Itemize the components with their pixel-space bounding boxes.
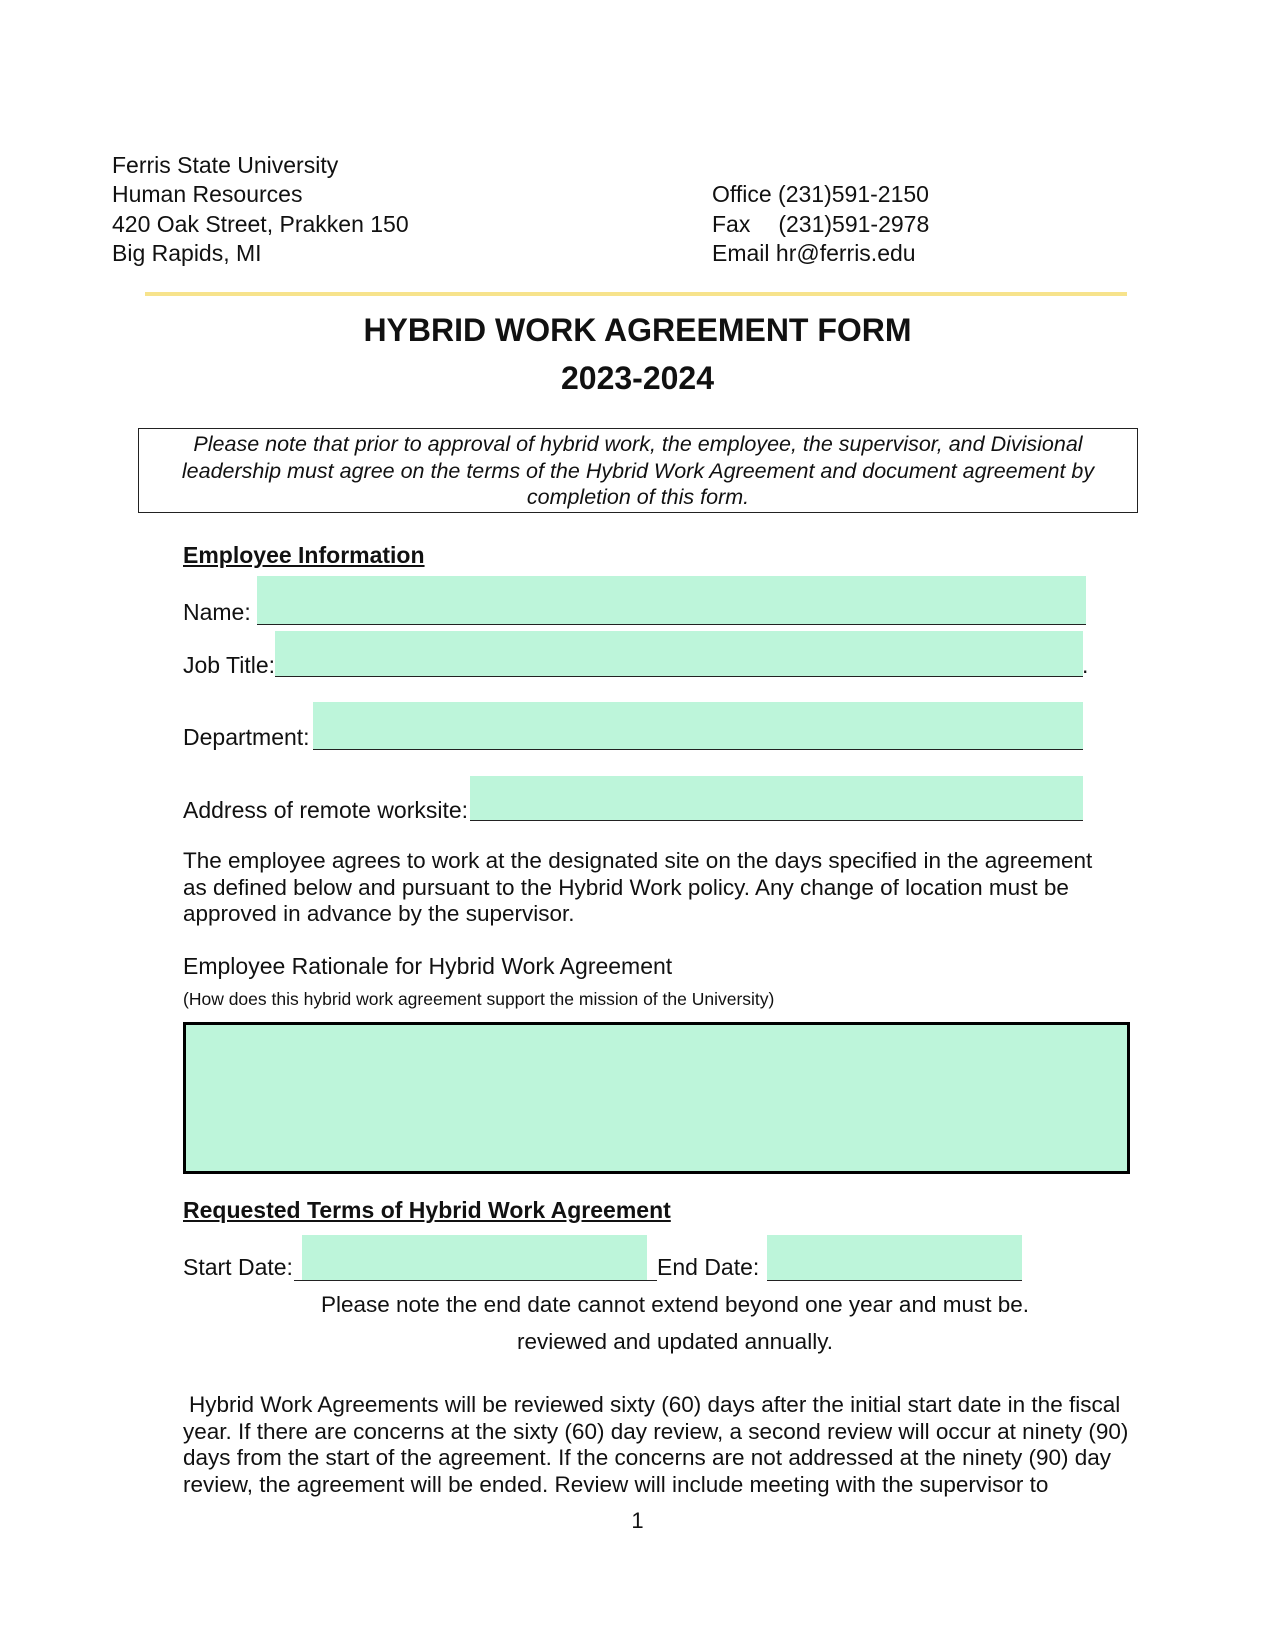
agreement-paragraph: The employee agrees to work at the designated site on the days specified in the agreement as defined below and pursuant to the Hybrid Work policy. Any change of location must be approved in advance by the supervisor.	[183, 848, 1093, 926]
fax-number: (231)591-2978	[778, 211, 930, 237]
job-title-period: .	[1082, 652, 1089, 678]
org-street: 420 Oak Street, Prakken 150	[112, 211, 409, 237]
org-city: Big Rapids, MI	[112, 240, 262, 266]
name-field[interactable]	[257, 576, 1086, 625]
start-date-underline	[294, 1235, 302, 1281]
review-paragraph: Hybrid Work Agreements will be reviewed sixty (60) days after the initial start date in the fiscal year. If there are concerns at the sixty (60) day review, a second review will occur at ninety (90) days from the start of the agreement. If the concerns are not addressed at the ninety (90) day review, the agreement will be ended. Review will include meeting with the supervisor to	[183, 1392, 1129, 1497]
end-date-note-line1: Please note the end date cannot extend beyond one year and must be.	[320, 1292, 1030, 1317]
page-number: 1	[631, 1508, 644, 1533]
end-date-underline-lead	[647, 1235, 657, 1281]
org-email: Email hr@ferris.edu	[712, 240, 916, 266]
start-date-label: Start Date:	[183, 1254, 293, 1280]
rationale-label: Employee Rationale for Hybrid Work Agreement	[183, 953, 673, 979]
rationale-hint: (How does this hybrid work agreement support the mission of the University)	[183, 989, 775, 1009]
department-label: Department:	[183, 724, 310, 750]
job-title-label: Job Title:	[183, 652, 276, 678]
header-divider	[145, 292, 1127, 296]
org-department: Human Resources	[112, 181, 303, 207]
fax-label: Fax	[712, 211, 751, 237]
end-date-note-line2: reviewed and updated annually.	[516, 1329, 834, 1354]
org-office-phone: Office (231)591-2150	[712, 181, 929, 207]
form-year: 2023-2024	[560, 360, 715, 396]
end-date-field[interactable]	[767, 1235, 1022, 1281]
remote-worksite-field[interactable]	[470, 776, 1083, 821]
employee-info-heading: Employee Information	[183, 542, 425, 568]
address-label: Address of remote worksite:	[183, 797, 469, 823]
start-date-field[interactable]	[302, 1235, 647, 1281]
org-name: Ferris State University	[112, 152, 339, 178]
terms-heading: Requested Terms of Hybrid Work Agreement	[183, 1197, 671, 1223]
rationale-textarea[interactable]	[183, 1022, 1130, 1174]
approval-notice: Please note that prior to approval of hybrid work, the employee, the supervisor, and Divisional leadership must agree on the terms of the Hybrid Work Agreement and document agreement by completion of this form.	[138, 428, 1138, 513]
job-title-field[interactable]	[275, 631, 1083, 677]
form-title: HYBRID WORK AGREEMENT FORM	[363, 312, 912, 348]
name-label: Name:	[183, 599, 251, 625]
department-field[interactable]	[313, 702, 1083, 750]
org-fax	[712, 209, 929, 239]
end-date-label: End Date:	[657, 1254, 760, 1280]
